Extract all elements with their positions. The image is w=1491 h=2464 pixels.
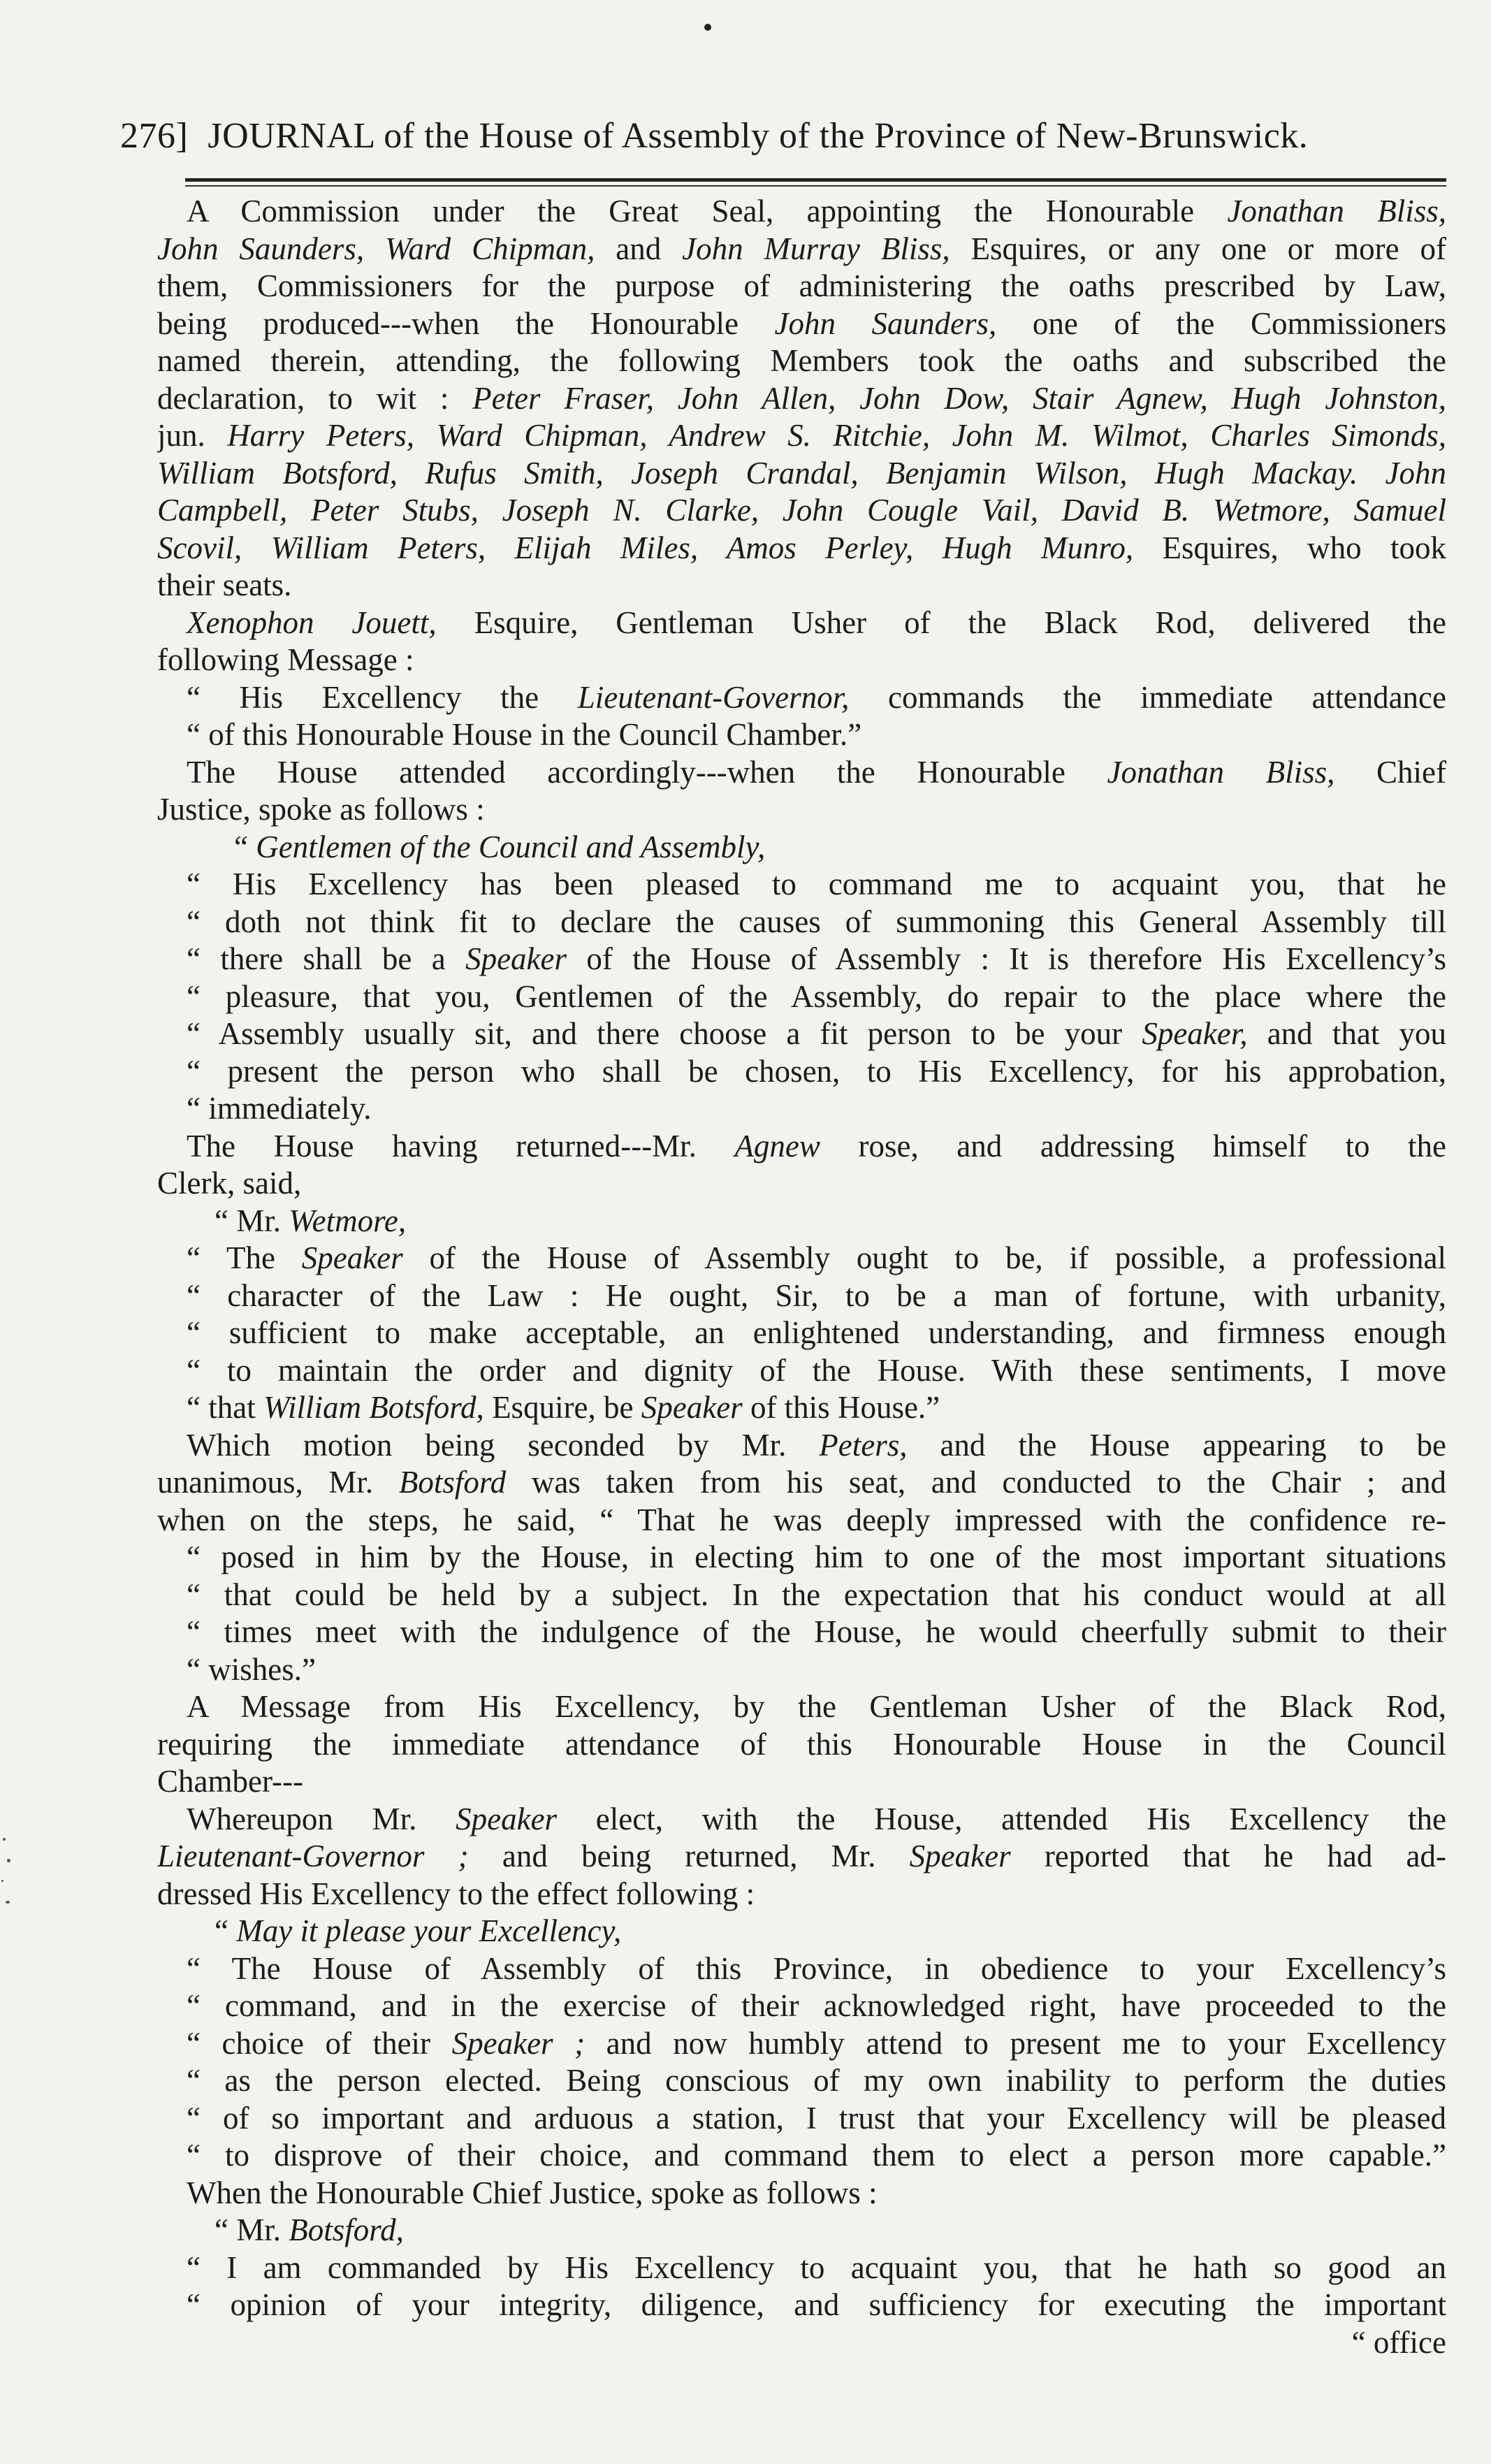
text-line: [157, 530, 1446, 567]
text-run: rose, and addressing himself to the: [820, 1128, 1446, 1164]
text-line: [157, 1614, 1446, 1651]
text-line: [157, 1427, 1446, 1465]
text-line: [157, 2287, 1446, 2324]
text-run: “ Assembly usually sit, and there choose a fit person to be your: [187, 1016, 1142, 1051]
text-run: “ of so important and arduous a station, I trust that your Excellency will be pleased: [187, 2100, 1446, 2136]
text-line: [157, 904, 1446, 941]
text-run: Chamber---: [157, 1764, 304, 1799]
italic-text: Speaker ;: [451, 2025, 586, 2061]
text-run: “ doth not think fit to declare the causes of summoning this General Assembly till: [187, 904, 1446, 939]
text-run: “ that: [187, 1390, 263, 1425]
text-run: “ as the person elected. Being conscious of my own inability to perform the duties: [187, 2063, 1446, 2098]
header-rule-thin: [185, 185, 1446, 187]
text-run: elect, with the House, attended His Excellency the: [557, 1801, 1446, 1836]
text-run: Esquires, or any one or more of: [950, 231, 1446, 266]
italic-text: William Botsford, Rufus Smith, Joseph Crandal, Benjamin Wilson, Hugh Mackay. John: [157, 455, 1446, 491]
text-line: [157, 2025, 1446, 2063]
text-line: [157, 2062, 1446, 2100]
text-run: being produced---when the Honourable: [157, 305, 775, 341]
text-line: [157, 305, 1446, 343]
header-rule-thick: [185, 178, 1446, 182]
text-line: [157, 1015, 1446, 1053]
text-run: of the House of Assembly : It is therefore His Excellency’s: [567, 941, 1446, 976]
text-line: [157, 2137, 1446, 2175]
text-run: dressed His Excellency to the effect following :: [157, 1876, 755, 1911]
text-run: “ sufficient to make acceptable, an enlightened understanding, and firmness enough: [187, 1315, 1446, 1350]
text-line: [157, 754, 1446, 792]
text-line: [157, 1128, 1446, 1166]
text-line: [157, 567, 1446, 604]
text-run: Clerk, said,: [157, 1166, 302, 1201]
italic-text: Jonathan Bliss,: [1107, 754, 1335, 790]
speck: [6, 1901, 10, 1904]
journal-body-text: [157, 193, 1446, 2457]
text-run: following Message :: [157, 642, 414, 677]
text-run: “ posed in him by the House, in electing him to one of the most important situations: [187, 1539, 1446, 1574]
text-run: “ His Excellency has been pleased to command me to acquaint you, that he: [187, 867, 1446, 901]
text-line: [157, 1053, 1446, 1091]
text-run: and the House appearing to be: [907, 1427, 1446, 1463]
text-run: “ to maintain the order and dignity of the House. With these sentiments, I move: [187, 1352, 1446, 1388]
italic-text: May it please your Excellency,: [236, 1913, 622, 1948]
text-line: [157, 1352, 1446, 1390]
text-line: [157, 2212, 1446, 2249]
text-run: The House attended accordingly---when the Honourable: [187, 754, 1107, 790]
speck: [7, 1859, 10, 1862]
italic-text: Scovil, William Peters, Elijah Miles, Amos Perley, Hugh Munro,: [157, 530, 1134, 565]
text-run: The House having returned---Mr.: [187, 1128, 735, 1164]
text-run: Esquire, be: [483, 1390, 641, 1425]
text-run: Esquire, Gentleman Usher of the Black Rod, delivered the: [436, 604, 1446, 640]
text-line: [157, 978, 1446, 1016]
text-run: When the Honourable Chief Justice, spoke as follows :: [187, 2175, 878, 2210]
text-run: “ there shall be a: [187, 941, 466, 976]
italic-text: Peter Fraser, John Allen, John Dow, Stair Agnew, Hugh Johnston,: [472, 380, 1446, 416]
text-run: “ I am commanded by His Excellency to acquaint you, that he hath so good an: [187, 2249, 1446, 2285]
text-run: Justice, spoke as follows :: [157, 792, 485, 827]
speck: [1, 1880, 3, 1882]
italic-text: Lieutenant-Governor,: [577, 679, 850, 715]
italic-text: John Saunders,: [774, 305, 997, 341]
italic-text: Harry Peters, Ward Chipman, Andrew S. Ritchie, John M. Wilmot, Charles Simonds,: [227, 418, 1446, 453]
italic-text: Xenophon Jouett,: [187, 604, 437, 640]
text-line: [157, 1090, 1446, 1128]
italic-text: Lieutenant-Governor ;: [157, 1839, 469, 1874]
margin-specks: [0, 1831, 14, 1929]
text-run: Whereupon Mr.: [187, 1801, 456, 1836]
italic-text: Jonathan Bliss,: [1227, 194, 1446, 229]
text-line: [157, 492, 1446, 530]
text-run: “ His Excellency the: [187, 679, 578, 715]
text-run: “ Mr.: [214, 2212, 289, 2247]
text-line: [157, 1726, 1446, 1764]
text-line: [157, 1651, 1446, 1689]
text-run: Esquires, who took: [1133, 530, 1446, 565]
italic-text: Peters,: [819, 1427, 908, 1463]
text-run: and being returned, Mr.: [468, 1839, 910, 1874]
italic-text: John Saunders, Ward Chipman,: [157, 231, 595, 266]
text-line: [157, 679, 1446, 717]
text-line: [157, 1165, 1446, 1203]
text-line: [157, 791, 1446, 829]
text-line: [157, 268, 1446, 305]
text-run: was taken from his seat, and conducted to the Chair ; and: [506, 1465, 1446, 1500]
text-run: “ pleasure, that you, Gentlemen of the Assembly, do repair to the place where the: [187, 978, 1446, 1014]
text-run: Chief: [1334, 754, 1446, 790]
text-line: [157, 866, 1446, 904]
italic-text: Speaker: [465, 941, 567, 976]
text-line: [157, 455, 1446, 493]
italic-text: John Murray Bliss,: [682, 231, 950, 266]
text-run: and: [595, 231, 683, 266]
text-run: declaration, to wit :: [157, 380, 473, 416]
text-run: “ The House of Assembly of this Province, in obedience to your Excellency’s: [187, 1950, 1446, 1986]
italic-text: Speaker: [909, 1839, 1011, 1874]
text-line: [157, 604, 1446, 642]
text-run: and that you: [1247, 1016, 1446, 1051]
text-line: [157, 380, 1446, 418]
text-run: “ office: [1351, 2324, 1446, 2360]
text-run: “ opinion of your integrity, diligence, and sufficiency for executing the important: [187, 2287, 1446, 2322]
text-line: [157, 2249, 1446, 2287]
text-run: “ wishes.”: [187, 1651, 316, 1687]
text-line: [157, 231, 1446, 268]
text-run: jun.: [157, 418, 228, 453]
text-line: [157, 941, 1446, 978]
text-run: named therein, attending, the following Members took the oaths and subscribed the: [157, 343, 1446, 378]
italic-text: Agnew: [734, 1128, 820, 1164]
text-run: “ times meet with the indulgence of the House, he would cheerfully submit to their: [187, 1614, 1446, 1649]
italic-text: Botsford: [398, 1465, 507, 1500]
text-run: reported that he had ad-: [1010, 1839, 1446, 1874]
text-line: [157, 1577, 1446, 1614]
text-run: “ that could be held by a subject. In the expectation that his conduct would at all: [187, 1577, 1446, 1612]
text-line: [157, 2324, 1446, 2362]
text-line: [157, 193, 1446, 231]
text-line: [157, 642, 1446, 679]
italic-text: William Botsford,: [263, 1390, 484, 1425]
journal-title: JOURNAL of the House of Assembly of the Province of New-Brunswick.: [208, 116, 1309, 156]
ink-dot: [704, 24, 711, 31]
italic-text: Wetmore,: [289, 1203, 407, 1238]
text-line: [157, 342, 1446, 380]
text-line: [157, 1688, 1446, 1726]
text-run: commands the immediate attendance: [849, 679, 1446, 715]
italic-text: Speaker: [456, 1801, 558, 1836]
text-line: [157, 716, 1446, 754]
text-run: “ present the person who shall be chosen, to His Excellency, for his approbation,: [187, 1053, 1446, 1089]
text-run: “ choice of their: [187, 2025, 452, 2061]
text-line: [157, 1277, 1446, 1315]
text-line: [157, 417, 1446, 455]
text-line: [157, 1389, 1446, 1427]
text-line: [157, 1801, 1446, 1839]
text-run: “: [234, 829, 256, 864]
text-line: [157, 829, 1446, 867]
italic-text: Botsford,: [289, 2212, 404, 2247]
text-run: “ The: [187, 1240, 302, 1275]
text-line: [157, 1763, 1446, 1801]
text-run: “ character of the Law : He ought, Sir, to be a man of fortune, with urbanity,: [187, 1277, 1446, 1313]
text-run: when on the steps, he said, “ That he was deeply impressed with the confidence re-: [157, 1502, 1446, 1537]
italic-text: Campbell, Peter Stubs, Joseph N. Clarke, John Cougle Vail, David B. Wetmore, Samuel: [157, 493, 1446, 528]
italic-text: Speaker,: [1142, 1016, 1248, 1051]
text-line: [157, 1539, 1446, 1577]
italic-text: Speaker: [641, 1390, 743, 1425]
text-run: “ to disprove of their choice, and command them to elect a person more capable.”: [187, 2138, 1446, 2173]
text-run: “: [214, 1913, 237, 1948]
text-line: [157, 1314, 1446, 1352]
text-line: [157, 1838, 1446, 1876]
text-line: [157, 1987, 1446, 2025]
text-run: and now humbly attend to present me to your Excellency: [585, 2025, 1446, 2061]
text-line: [157, 2100, 1446, 2138]
text-run: their seats.: [157, 567, 292, 602]
text-line: [157, 2175, 1446, 2212]
text-run: of the House of Assembly ought to be, if possible, a professional: [402, 1240, 1446, 1275]
text-run: A Commission under the Great Seal, appointing the Honourable: [187, 194, 1228, 229]
text-line: [157, 1913, 1446, 1950]
page-number: 276]: [120, 116, 189, 156]
text-line: [157, 1502, 1446, 1539]
text-line: [157, 1203, 1446, 1240]
text-run: one of the Commissioners: [996, 305, 1446, 341]
italic-text: Gentlemen of the Council and Assembly,: [256, 829, 766, 864]
text-run: “ of this Honourable House in the Council Chamber.”: [187, 717, 862, 752]
text-run: “ immediately.: [187, 1091, 372, 1126]
italic-text: Speaker: [301, 1240, 403, 1275]
speck: [3, 1838, 6, 1841]
text-run: them, Commissioners for the purpose of administering the oaths prescribed by Law,: [157, 268, 1446, 303]
text-run: requiring the immediate attendance of this Honourable House in the Council: [157, 1726, 1446, 1762]
page-header: [120, 112, 1455, 161]
text-run: of this House.”: [742, 1390, 940, 1425]
text-run: A Message from His Excellency, by the Gentleman Usher of the Black Rod,: [187, 1689, 1446, 1724]
text-line: [157, 1464, 1446, 1502]
text-line: [157, 1240, 1446, 1277]
text-line: [157, 1950, 1446, 1988]
text-run: Which motion being seconded by Mr.: [187, 1427, 820, 1463]
text-line: [157, 1876, 1446, 1913]
text-run: “ command, and in the exercise of their acknowledged right, have proceeded to the: [187, 1988, 1446, 2023]
text-run: “ Mr.: [214, 1203, 289, 1238]
text-run: unanimous, Mr.: [157, 1465, 399, 1500]
